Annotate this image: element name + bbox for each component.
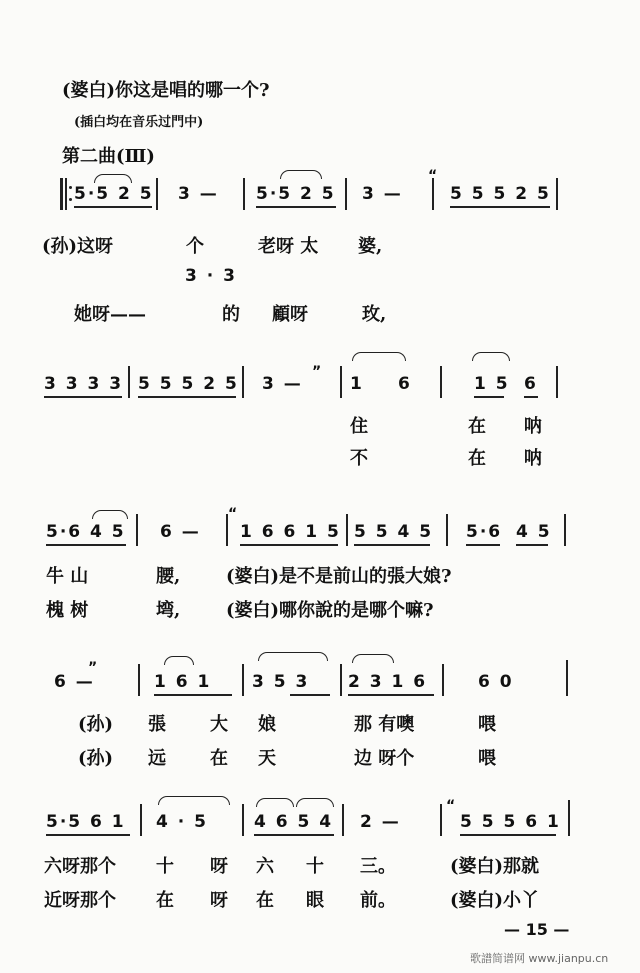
repeat-dot [69, 186, 72, 189]
note-group: 1 6 1 [154, 672, 212, 692]
note-group: 5·5 2 5 [74, 184, 154, 204]
note-group: 6 — [160, 522, 201, 542]
bar-line [340, 366, 342, 398]
lyric: 在 [210, 748, 228, 769]
beam-line [154, 694, 232, 696]
beam-line [354, 544, 430, 546]
bar-line [345, 178, 347, 210]
note-group: 3 3 3 3 [44, 374, 124, 394]
close-quote-mark: ” [88, 660, 100, 676]
beam-line [46, 544, 126, 546]
bar-line [242, 366, 244, 398]
slur [280, 170, 322, 179]
stage-note: (插白均在音乐过門中) [74, 115, 204, 130]
lyric: 前。 [360, 890, 396, 911]
lyric: 喂 [478, 714, 496, 735]
note-group: 5·5 6 1 [46, 812, 126, 832]
bar-line [140, 804, 142, 836]
note-group: 3 5 3 [252, 672, 310, 692]
lyric: 十 [156, 856, 174, 877]
watermark: 歌譜简谱网 www.jianpu.cn [470, 952, 609, 965]
note-group: 2 — [360, 812, 401, 832]
lyric: (孙) [78, 748, 114, 769]
bar-line [136, 514, 138, 546]
bar-line [156, 178, 158, 210]
note-group: 2 3 1 6 [348, 672, 428, 692]
lyric: 娘 [258, 714, 276, 735]
note-group: 5 5 4 5 [354, 522, 434, 542]
bar-line [440, 366, 442, 398]
bar-line [440, 804, 442, 836]
lyric: 不 [350, 448, 368, 469]
lyric: 天 [258, 748, 276, 769]
bar-line [242, 664, 244, 696]
lyric: (孙) [78, 714, 114, 735]
note-group: 3 · 3 [185, 266, 237, 286]
lyric: 槐 树 [46, 600, 89, 621]
lyric: (孙)这呀 [42, 236, 114, 257]
lyric: 的 [222, 304, 240, 325]
lyric: 喂 [478, 748, 496, 769]
note-group: 3 — [262, 374, 303, 394]
lyric: 顧呀 [272, 304, 308, 325]
lyric: 近呀那个 [44, 890, 116, 911]
beam-line [46, 834, 130, 836]
lyric: 眼 [306, 890, 324, 911]
slur [256, 798, 294, 807]
slur [352, 654, 394, 663]
lyric: 呐 [524, 416, 542, 437]
bar-line [556, 178, 558, 210]
lyric: 十 [306, 856, 324, 877]
lyric: 呐 [524, 448, 542, 469]
lyric: 那 有噢 [354, 714, 415, 735]
lyric: 住 [350, 416, 368, 437]
lyric: 六呀那个 [44, 856, 116, 877]
dialog-line: (婆白)你这是唱的哪一个? [62, 80, 270, 101]
lyric: 她呀—— [74, 304, 146, 325]
beam-line [74, 206, 152, 208]
beam-line [348, 694, 434, 696]
lyric: 老呀 太 [258, 236, 319, 257]
note-group: 5 5 5 2 5 [450, 184, 551, 204]
lyric: 玫, [362, 304, 387, 325]
beam-line [290, 694, 330, 696]
beam-line [450, 206, 550, 208]
slur [296, 798, 334, 807]
lyric: 个 [186, 236, 204, 257]
lyric: (婆白)哪你說的是哪个嘛? [226, 600, 434, 621]
bar-line [446, 514, 448, 546]
note-group: 5 5 5 6 1 [460, 812, 561, 832]
note-group: 6 0 [478, 672, 514, 692]
note-group: 1 5 [474, 374, 510, 394]
slur [472, 352, 510, 361]
lyric: 婆, [358, 236, 383, 257]
bar-line [138, 664, 140, 696]
note-group: 4 · 5 [156, 812, 208, 832]
slur [164, 656, 194, 665]
bar-line [243, 178, 245, 210]
open-quote-mark: “ [428, 168, 440, 184]
lyric: 呀 [210, 890, 228, 911]
open-quote-mark: “ [228, 506, 240, 522]
bar-line [128, 366, 130, 398]
bar-line [65, 178, 67, 210]
lyric: 在 [468, 448, 486, 469]
lyric: 牛 山 [46, 566, 89, 587]
note: 1 [350, 374, 364, 394]
bar-line [346, 514, 348, 546]
note: 6 [398, 374, 412, 394]
note-group: 1 6 6 1 5 [240, 522, 341, 542]
beam-line [240, 544, 338, 546]
slur [258, 652, 328, 661]
note-group: 4 5 [516, 522, 552, 542]
beam-line [460, 834, 556, 836]
lyric: 边 呀个 [354, 748, 415, 769]
beam-line [524, 396, 538, 398]
bar-line [342, 804, 344, 836]
lyric: 远 [148, 748, 166, 769]
bar-line [566, 660, 568, 696]
note-group: 3 — [362, 184, 403, 204]
page-number: — 15 — [504, 920, 570, 939]
bar-line [568, 800, 570, 836]
note-group: 5·6 [466, 522, 503, 542]
beam-line [138, 396, 236, 398]
bar-line [564, 514, 566, 546]
note-group: 5·6 4 5 [46, 522, 126, 542]
lyric: 三。 [360, 856, 396, 877]
lyric: 呀 [210, 856, 228, 877]
bar-line [60, 178, 63, 210]
beam-line [474, 396, 504, 398]
close-quote-mark: ” [312, 364, 324, 380]
lyric: 六 [256, 856, 274, 877]
beam-line [516, 544, 548, 546]
slur [94, 174, 132, 183]
lyric: 張 [148, 714, 166, 735]
slur [158, 796, 230, 805]
slur [352, 352, 406, 361]
note-group: 6 — [54, 672, 95, 692]
lyric: 塆, [156, 600, 181, 621]
bar-line [242, 804, 244, 836]
beam-line [466, 544, 500, 546]
bar-line [442, 664, 444, 696]
lyric: (婆白)那就 [450, 856, 540, 877]
open-quote-mark: “ [446, 798, 458, 814]
lyric: (婆白)是不是前山的張大娘? [226, 566, 452, 587]
repeat-dot [69, 198, 72, 201]
lyric: 在 [468, 416, 486, 437]
note-group: 4 6 5 4 [254, 812, 334, 832]
section-title: 第二曲(Ⅲ) [62, 146, 155, 167]
note-group: 3 — [178, 184, 219, 204]
note-group: 5·5 2 5 [256, 184, 336, 204]
bar-line [340, 664, 342, 696]
bar-line [556, 366, 558, 398]
beam-line [254, 834, 334, 836]
lyric: (婆白)小丫 [450, 890, 540, 911]
slur [92, 510, 128, 519]
lyric: 在 [256, 890, 274, 911]
lyric: 大 [210, 714, 228, 735]
lyric: 在 [156, 890, 174, 911]
beam-line [44, 396, 122, 398]
lyric: 腰, [156, 566, 181, 587]
beam-line [256, 206, 336, 208]
note: 6 [524, 374, 538, 394]
note-group: 5 5 5 2 5 [138, 374, 239, 394]
